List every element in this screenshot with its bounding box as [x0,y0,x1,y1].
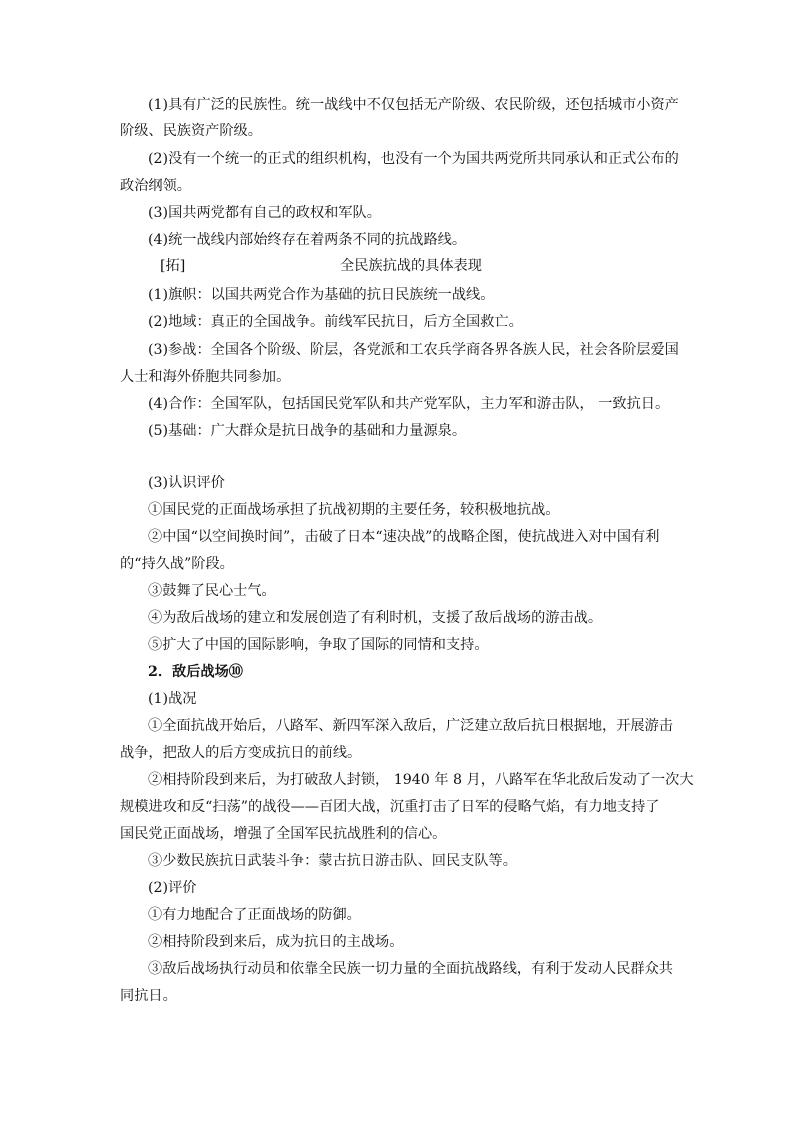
paragraph-line: (5)基础：广大群众是抗日战争的基础和力量源泉。 [148,423,467,439]
paragraph-line: 人士和海外侨胞共同参加。 [120,369,291,385]
section-heading: (2)评价 [148,880,197,896]
paragraph-line: ①有力地配合了正面战场的防御。 [148,907,361,923]
paragraph-line: (1)旗帜：以国共两党合作为基础的抗日民族统一战线。 [148,287,495,303]
paragraph-line: ③少数民族抗日武装斗争：蒙古抗日游击队、回民支队等。 [148,853,517,869]
paragraph-line: 国民党正面战场，增强了全国军民抗战胜利的信心。 [120,826,447,842]
paragraph-line: (3)参战：全国各个阶级、阶层，各党派和工农兵学商各界各族人民，社会各阶层爱国 [148,342,679,358]
paragraph-line: 阶级、民族资产阶级。 [120,123,262,139]
paragraph-line: ④为敌后战场的建立和发展创造了有利时机，支援了敌后战场的游击战。 [148,610,603,626]
extension-title: 全民族抗战的具体表现 [340,258,482,274]
paragraph-line: ①全面抗战开始后，八路军、新四军深入敌后，广泛建立敌后抗日根据地，开展游击 [148,718,673,734]
paragraph-line: 同抗日。 [120,988,177,1004]
paragraph-line: ②相持阶段到来后，成为抗日的主战场。 [148,934,404,950]
paragraph-line: ②中国“以空间换时间”，击破了日本“速决战”的战略企图，使抗战进入对中国有利 [148,529,660,545]
section-heading: (1)战况 [148,691,197,707]
paragraph-line: 战争，把敌人的后方变成抗日的前线。 [120,745,362,761]
paragraph-line: 规模进攻和反“扫荡”的战役——百团大战，沉重打击了日军的侵略气焰，有力地支持了 [120,799,660,815]
paragraph-line: (1)具有广泛的民族性。统一战线中不仅包括无产阶级、农民阶级，还包括城市小资产 [148,97,679,113]
paragraph-line: ⑤扩大了中国的国际影响，争取了国际的同情和支持。 [148,637,489,653]
paragraph-line: 政治纲领。 [120,178,191,194]
section-heading: (3)认识评价 [148,475,225,491]
paragraph-line: (4)合作：全国军队，包括国民党军队和共产党军队，主力军和游击队， 一致抗日。 [148,396,670,412]
paragraph-line: ③鼓舞了民心士气。 [148,583,276,599]
paragraph-line: ①国民党的正面战场承担了抗战初期的主要任务，较积极地抗战。 [148,502,560,518]
paragraph-line: (3)国共两党都有自己的政权和军队。 [148,205,381,221]
paragraph-line: (4)统一战线内部始终存在着两条不同的抗战路线。 [148,232,467,248]
extension-tag: [拓] [160,258,186,274]
paragraph-line: ③敌后战场执行动员和依靠全民族一切力量的全面抗战路线，有利于发动人民群众共 [148,961,673,977]
paragraph-line: (2)地域：真正的全国战争。前线军民抗日，后方全国救亡。 [148,314,523,330]
section-heading: 2．敌后战场⑩ [148,664,243,680]
paragraph-line: ②相持阶段到来后，为打破敌人封锁， 1940 年 8 月，八路军在华北敌后发动了一次大 [148,772,694,788]
paragraph-line: 的“持久战”阶段。 [120,556,234,572]
paragraph-line: (2)没有一个统一的正式的组织机构，也没有一个为国共两党所共同承认和正式公布的 [148,151,679,167]
